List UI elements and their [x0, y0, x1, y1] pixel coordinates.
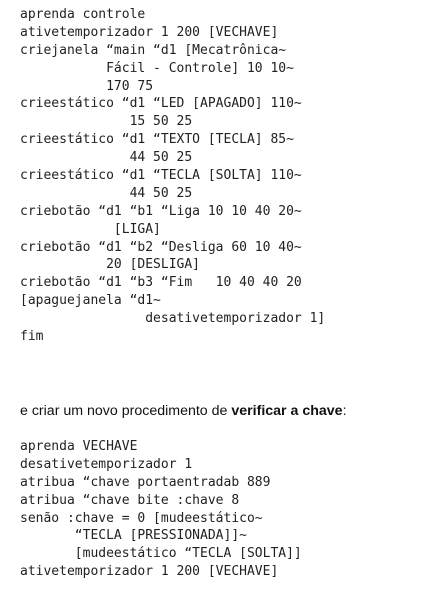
code-line: Fácil - Controle] 10 10~ [20, 60, 294, 76]
code-line: [apaguejanela “d1~ [20, 293, 161, 309]
code-line: fim [20, 329, 44, 345]
code-line: aprenda controle [20, 7, 146, 22]
code-line: crieestático “d1 “TECLA [SOLTA] 110~ [20, 168, 302, 184]
instruction-text [20, 402, 347, 420]
code-line: 44 50 25 [20, 185, 193, 201]
code-line: criebotão “d1 “b2 “Desliga 60 10 40~ [20, 239, 302, 255]
code-line: 20 [DESLIGA] [20, 257, 201, 273]
instruction-text-bold: verificar a chave [231, 403, 343, 419]
code-line: ativetemporizador 1 200 [VECHAVE] [20, 564, 279, 580]
code-line: criebotão “d1 “b1 “Liga 10 10 40 20~ [20, 203, 302, 219]
instruction-text-before: e criar um novo procedimento de [20, 403, 232, 419]
code-line: crieestático “d1 “TEXTO [TECLA] 85~ [20, 132, 294, 148]
code-line: “TECLA [PRESSIONADA]]~ [20, 528, 247, 544]
code-line: ativetemporizador 1 200 [VECHAVE] [20, 24, 279, 40]
code-line: criebotão “d1 “b3 “Fim 10 40 40 20 [20, 275, 302, 291]
code-line: 44 50 25 [20, 150, 193, 166]
code-line: crieestático “d1 “LED [APAGADO] 110~ [20, 96, 302, 112]
instruction-text-after: : [342, 403, 347, 419]
code-line: atribua “chave portaentradab 889 [20, 474, 271, 490]
code-line: [LIGA] [20, 221, 161, 237]
code-line: criejanela “main “d1 [Mecatrônica~ [20, 42, 287, 58]
code-line: atribua “chave bite :chave 8 [20, 492, 240, 508]
code-line: desativetemporizador 1 [20, 456, 193, 472]
code-line: 170 75 [20, 78, 154, 94]
code-line: aprenda VECHAVE [20, 439, 138, 454]
code-line: [mudeestático “TECLA [SOLTA]] [20, 546, 302, 562]
code-listing-controle [20, 6, 325, 346]
code-line: 15 50 25 [20, 114, 193, 130]
code-listing-vechave [20, 438, 302, 581]
code-line: desativetemporizador 1] [20, 311, 326, 327]
code-line: senão :chave = 0 [mudeestático~ [20, 510, 263, 526]
